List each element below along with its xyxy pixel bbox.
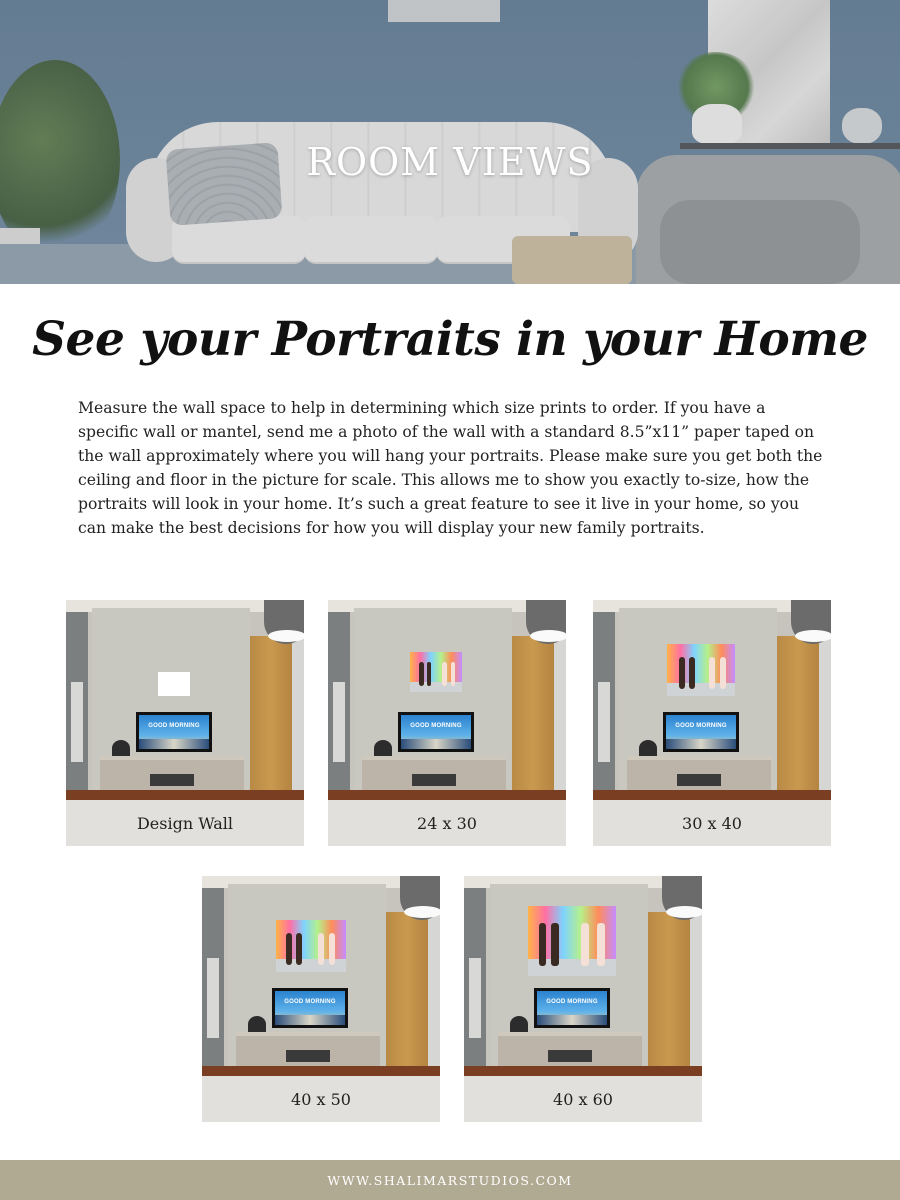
lamp-icon xyxy=(662,876,702,920)
tv xyxy=(136,712,212,752)
room-view-card-24x30 xyxy=(328,600,566,846)
tv xyxy=(398,712,474,752)
portrait-mockup xyxy=(410,652,462,692)
room-view-card-design-wall xyxy=(66,600,304,846)
tv-screen-text: GOOD MORNING xyxy=(675,723,727,729)
lamp-icon xyxy=(791,600,831,644)
website-link[interactable]: WWW.SHALIMARSTUDIOS.COM xyxy=(327,1172,573,1188)
tv-screen-text: GOOD MORNING xyxy=(284,999,336,1005)
hero-banner xyxy=(0,0,900,284)
tv-screen-text: GOOD MORNING xyxy=(410,723,462,729)
paper-placeholder xyxy=(158,672,190,696)
intro-paragraph: Measure the wall space to help in determining which size prints to order. If you have a specific wall or mantel, send me a photo of the wall with a standard 8.5”x11” paper taped on the wall approximately where you will hang your portraits. Please make sure you get both the ceiling and floor in the picture for scale. This allows me to show you exactly to-size, how the portraits will look in your home. It’s such a great feature to see it live in your home, so you can make the best decisions for how you will display your new family portraits. xyxy=(78,399,823,537)
room-view-card-30x40 xyxy=(593,600,831,846)
room-photo xyxy=(202,876,440,1076)
card-caption: Design Wall xyxy=(66,800,304,846)
room-view-card-40x60 xyxy=(464,876,702,1122)
lamp-icon xyxy=(400,876,440,920)
card-caption: 24 x 30 xyxy=(328,800,566,846)
tv-screen-text: GOOD MORNING xyxy=(148,723,200,729)
card-caption: 40 x 50 xyxy=(202,1076,440,1122)
room-photo xyxy=(593,600,831,800)
tv xyxy=(663,712,739,752)
tv xyxy=(534,988,610,1028)
hero-title: ROOM VIEWS xyxy=(306,140,594,184)
card-caption: 30 x 40 xyxy=(593,800,831,846)
portrait-mockup xyxy=(528,906,616,976)
room-photo xyxy=(328,600,566,800)
card-caption: 40 x 60 xyxy=(464,1076,702,1122)
lamp-icon xyxy=(526,600,566,644)
room-photo xyxy=(66,600,304,800)
room-photo xyxy=(464,876,702,1076)
portrait-mockup xyxy=(667,644,735,696)
portrait-mockup xyxy=(276,920,346,972)
lamp-icon xyxy=(264,600,304,644)
room-view-card-40x50 xyxy=(202,876,440,1122)
tv-screen-text: GOOD MORNING xyxy=(546,999,598,1005)
footer-bar xyxy=(0,1160,900,1200)
tv xyxy=(272,988,348,1028)
page-headline: See your Portraits in your Home xyxy=(32,312,868,367)
